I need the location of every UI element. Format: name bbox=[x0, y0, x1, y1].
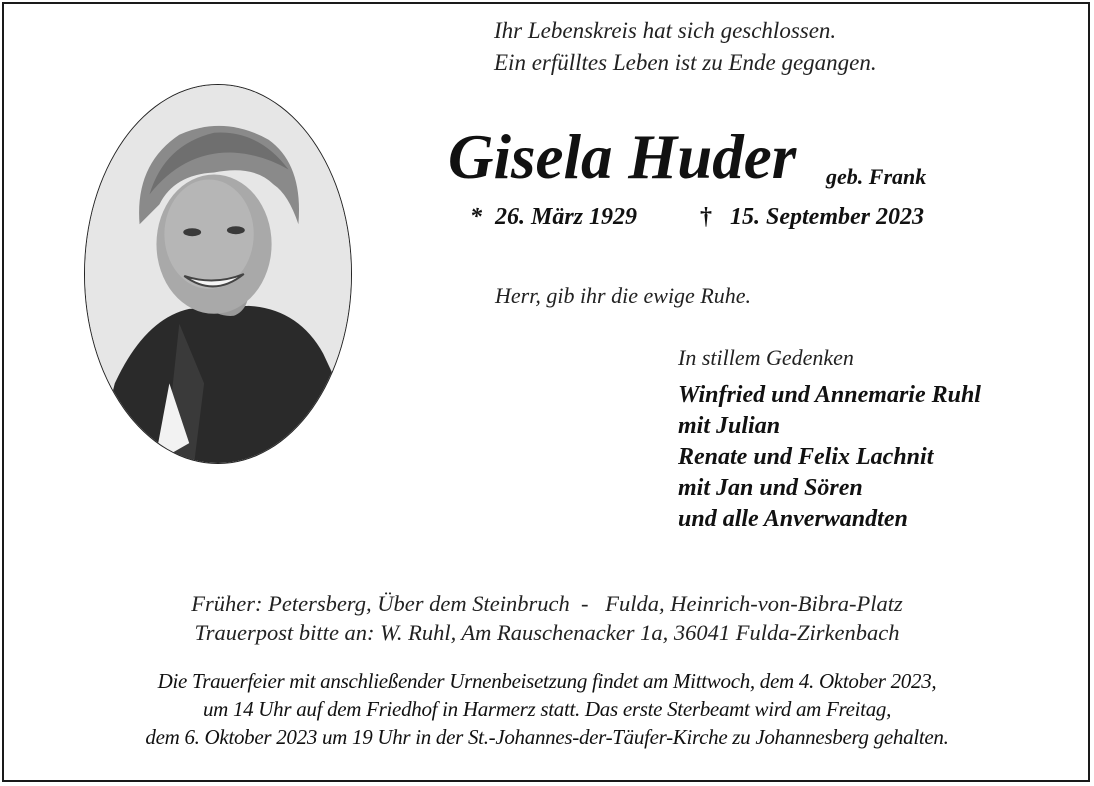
death-cross-icon: † bbox=[700, 204, 712, 230]
motto-line-1: Ihr Lebenskreis hat sich geschlossen. bbox=[494, 18, 837, 43]
service-details bbox=[0, 667, 1094, 751]
mourners-list bbox=[678, 380, 981, 535]
mourner-line: Winfried und Annemarie Ruhl bbox=[678, 382, 981, 408]
mourner-line: Renate und Felix Lachnit bbox=[678, 444, 934, 470]
birth-symbol: * bbox=[470, 204, 482, 230]
motto-line-2: Ein erfülltes Leben ist zu Ende gegangen. bbox=[494, 50, 877, 75]
deceased-name: Gisela Huder bbox=[448, 122, 797, 192]
mourner-line: und alle Anverwandten bbox=[678, 506, 908, 532]
portrait-photo bbox=[84, 84, 352, 464]
death-date: 15. September 2023 bbox=[730, 204, 924, 230]
maiden-name: geb. Frank bbox=[826, 164, 927, 189]
service-line: um 14 Uhr auf dem Friedhof in Harmerz statt. Das erste Sterbeamt wird am Freitag, bbox=[202, 697, 892, 721]
prayer: Herr, gib ihr die ewige Ruhe. bbox=[495, 283, 752, 308]
mail-address: Trauerpost bitte an: W. Ruhl, Am Rauschenacker 1a, 36041 Fulda-Zirkenbach bbox=[194, 620, 900, 645]
service-line: Die Trauerfeier mit anschließender Urnenbeisetzung findet am Mittwoch, dem 4. Oktober 2023, bbox=[157, 669, 937, 693]
former-address: Früher: Petersberg, Über dem Steinbruch - Fulda, Heinrich-von-Bibra-Platz bbox=[191, 591, 903, 616]
memory-label: In stillem Gedenken bbox=[678, 345, 854, 370]
service-line: dem 6. Oktober 2023 um 19 Uhr in der St.-Johannes-der-Täufer-Kirche zu Johannesberg gehalten. bbox=[145, 725, 949, 749]
mourner-line: mit Julian bbox=[678, 413, 781, 439]
birth-date: 26. März 1929 bbox=[495, 204, 638, 230]
mourner-line: mit Jan und Sören bbox=[678, 475, 863, 501]
